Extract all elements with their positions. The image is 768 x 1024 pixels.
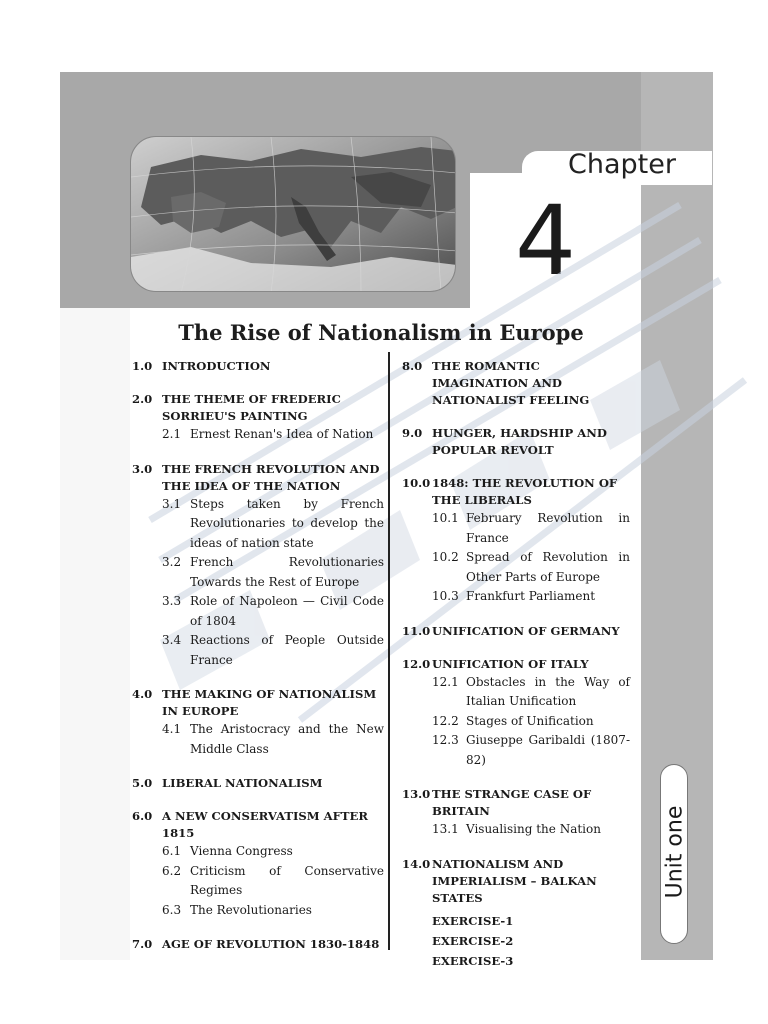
toc-subsection-number: 10.1 xyxy=(432,511,459,525)
europe-map-image xyxy=(130,136,456,292)
toc-subsection-title: Stages of Unification xyxy=(466,713,594,728)
toc-gap xyxy=(132,920,384,936)
toc-section-title: LIBERAL NATIONALISM xyxy=(162,776,323,790)
toc-subsection-title: Visualising the Nation xyxy=(466,822,601,836)
page-title: The Rise of Nationalism in Europe xyxy=(178,320,584,345)
toc-subsection-title: Vienna Congress xyxy=(190,844,293,858)
toc-section-title: THE FRENCH REVOLUTION AND THE IDEA OF THE NATION xyxy=(162,461,380,493)
toc-subsection-title: French Revolutionaries Towards the Rest of Europe xyxy=(190,555,384,589)
toc-subsection-number: 3.1 xyxy=(162,496,182,511)
toc-subsection-number: 13.1 xyxy=(432,822,459,836)
toc-section[interactable] xyxy=(132,936,384,953)
toc-subsection-title: Reactions of People Outside France xyxy=(190,633,384,667)
toc-section[interactable] xyxy=(402,656,630,673)
toc-section-title: THE ROMANTIC IMAGINATION AND NATIONALIST FEELING xyxy=(432,359,590,407)
toc-section-title: THE THEME OF FREDERIC SORRIEU'S PAINTING xyxy=(162,392,341,423)
toc-subsection-number: 12.1 xyxy=(432,674,459,689)
toc-section-title: UNIFICATION OF GERMANY xyxy=(432,623,620,638)
toc-subsection-number: 6.3 xyxy=(162,902,182,917)
toc-subsection[interactable] xyxy=(402,587,630,607)
toc-section-number: 2.0 xyxy=(132,392,153,406)
toc-section-number: 12.0 xyxy=(402,656,431,671)
toc-section[interactable] xyxy=(402,475,630,509)
toc-section-title: 1848: THE REVOLUTION OF THE LIBERALS xyxy=(432,476,618,507)
toc-subsection-number: 3.2 xyxy=(162,555,182,569)
exercise-item[interactable]: EXERCISE-2 xyxy=(432,933,514,948)
toc-subsection[interactable] xyxy=(402,509,630,548)
toc-subsection-title: Role of Napoleon — Civil Code of 1804 xyxy=(190,594,384,628)
chapter-label: Chapter xyxy=(568,149,676,180)
toc-gap xyxy=(132,759,384,775)
toc-section-title: AGE OF REVOLUTION 1830-1848 xyxy=(162,937,380,951)
toc-subsection[interactable] xyxy=(402,820,630,840)
toc-section-number: 4.0 xyxy=(132,687,153,701)
toc-subsection[interactable] xyxy=(132,842,384,862)
toc-section-number: 9.0 xyxy=(402,426,423,440)
toc-section[interactable] xyxy=(132,808,384,842)
toc-section-number: 8.0 xyxy=(402,359,423,373)
toc-subsection-title: The Revolutionaries xyxy=(190,902,312,917)
toc-section-title: THE STRANGE CASE OF BRITAIN xyxy=(432,787,592,818)
toc-subsection[interactable] xyxy=(402,731,630,770)
toc-subsection-title: Giuseppe Garibaldi (1807-82) xyxy=(466,733,630,767)
toc-section[interactable] xyxy=(402,425,630,459)
toc-section-number: 6.0 xyxy=(132,809,153,823)
toc-section-number: 7.0 xyxy=(132,937,153,951)
toc-subsection-number: 2.1 xyxy=(162,427,182,441)
toc-section-title: INTRODUCTION xyxy=(162,359,271,373)
toc-section[interactable] xyxy=(402,856,630,907)
toc-section-number: 13.0 xyxy=(402,787,431,801)
toc-subsection-number: 12.3 xyxy=(432,733,459,747)
toc-subsection-title: Spread of Revolution in Other Parts of Europe xyxy=(466,550,630,584)
toc-gap xyxy=(132,670,384,686)
toc-section[interactable] xyxy=(402,358,630,409)
toc-subsection-number: 6.2 xyxy=(162,863,182,878)
exercise-item[interactable]: EXERCISE-1 xyxy=(432,913,514,928)
toc-subsection-number: 3.4 xyxy=(162,633,182,647)
toc-subsection-number: 12.2 xyxy=(432,713,459,728)
toc-subsection[interactable] xyxy=(132,631,384,670)
chapter-number: 4 xyxy=(515,185,577,297)
exercise-item[interactable]: EXERCISE-3 xyxy=(432,953,514,968)
toc-section[interactable] xyxy=(132,391,384,425)
toc-section-number: 11.0 xyxy=(402,623,431,638)
toc-subsection[interactable] xyxy=(402,673,630,712)
toc-subsection[interactable] xyxy=(402,712,630,732)
toc-gap xyxy=(132,375,384,391)
toc-gap xyxy=(132,792,384,808)
toc-gap xyxy=(402,840,630,856)
toc-left-column xyxy=(132,358,384,953)
toc-subsection[interactable] xyxy=(132,862,384,901)
toc-subsection-number: 10.3 xyxy=(432,589,459,603)
toc-gap xyxy=(402,607,630,623)
toc-section[interactable] xyxy=(132,775,384,792)
toc-section[interactable] xyxy=(402,786,630,820)
toc-section[interactable] xyxy=(132,461,384,495)
toc-subsection-number: 3.3 xyxy=(162,594,182,608)
unit-label: Unit one xyxy=(662,805,688,899)
toc-section[interactable] xyxy=(132,358,384,375)
toc-gap xyxy=(402,459,630,475)
toc-gap xyxy=(402,640,630,656)
toc-gap xyxy=(402,770,630,786)
toc-section-title: A NEW CONSERVATISM AFTER 1815 xyxy=(162,809,368,840)
toc-subsection-title: Steps taken by French Revolutionaries to develop the ideas of nation state xyxy=(190,496,384,550)
toc-subsection[interactable] xyxy=(132,720,384,759)
toc-gap xyxy=(402,409,630,425)
toc-subsection[interactable] xyxy=(132,592,384,631)
toc-right-column xyxy=(402,358,630,971)
toc-section-title: UNIFICATION OF ITALY xyxy=(432,656,589,671)
toc-section-number: 1.0 xyxy=(132,359,153,373)
toc-subsection-number: 10.2 xyxy=(432,550,459,564)
toc-section-number: 3.0 xyxy=(132,461,153,476)
toc-subsection-title: Criticism of Conservative Regimes xyxy=(190,863,384,897)
toc-subsection-title: Ernest Renan's Idea of Nation xyxy=(190,427,374,441)
toc-subsection[interactable] xyxy=(132,901,384,921)
toc-subsection-title: Obstacles in the Way of Italian Unification xyxy=(466,674,630,708)
toc-subsection-number: 6.1 xyxy=(162,844,182,858)
toc-section-title: THE MAKING OF NATIONALISM IN EUROPE xyxy=(162,687,377,718)
toc-subsection[interactable] xyxy=(402,548,630,587)
toc-section-number: 14.0 xyxy=(402,856,431,871)
toc-subsection[interactable] xyxy=(132,553,384,592)
toc-section-title: HUNGER, HARDSHIP AND POPULAR REVOLT xyxy=(432,426,607,457)
toc-gap xyxy=(132,445,384,461)
toc-subsection-number: 4.1 xyxy=(162,722,182,736)
toc-section-number: 10.0 xyxy=(402,476,431,490)
toc-subsection-title: Frankfurt Parliament xyxy=(466,589,596,603)
column-divider xyxy=(388,352,390,950)
toc-subsection[interactable] xyxy=(132,495,384,554)
toc-subsection-title: February Revolution in France xyxy=(466,511,630,545)
toc-section-title: NATIONALISM AND IMPERIALISM – BALKAN STATES xyxy=(432,856,597,905)
toc-subsection-title: The Aristocracy and the New Middle Class xyxy=(190,722,384,756)
toc-section[interactable] xyxy=(132,686,384,720)
toc-section[interactable] xyxy=(402,623,630,640)
toc-section-number: 5.0 xyxy=(132,776,153,790)
toc-subsection[interactable] xyxy=(132,425,384,445)
